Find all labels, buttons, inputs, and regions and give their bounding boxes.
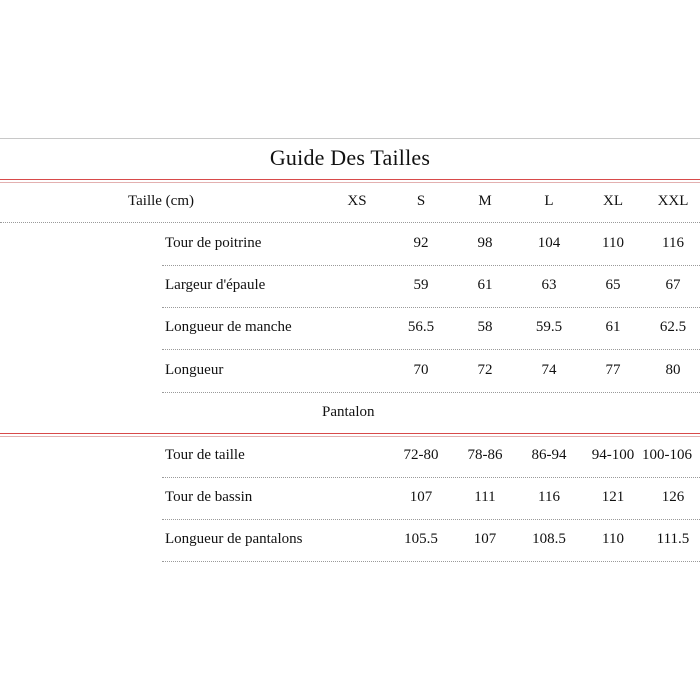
cell-value: 74 (541, 362, 557, 378)
cell-value: 94-100 (591, 447, 635, 463)
cell-value: 105.5 (404, 531, 438, 547)
cell-value: 56.5 (407, 319, 435, 335)
cell-value: 104 (537, 235, 561, 251)
row-divider (162, 561, 700, 562)
cell-value: 86-94 (531, 447, 567, 463)
size-l: L (544, 193, 554, 209)
size-s: S (416, 193, 426, 209)
cell-value: 100-106 (642, 447, 692, 463)
cell-value: 78-86 (467, 447, 503, 463)
row-label: Largeur d'épaule (165, 277, 266, 293)
row-label: Longueur de manche (165, 319, 292, 335)
cell-value: 107 (409, 489, 433, 505)
size-m: M (478, 193, 492, 209)
section-rule-2 (0, 436, 700, 437)
cell-value: 77 (605, 362, 621, 378)
row-label: Longueur de pantalons (165, 531, 303, 547)
row-label: Tour de bassin (165, 489, 253, 505)
cell-value: 121 (601, 489, 625, 505)
top-rule (0, 138, 700, 139)
cell-value: 92 (413, 235, 429, 251)
cell-value: 108.5 (532, 531, 566, 547)
cell-value: 63 (541, 277, 557, 293)
page-title: Guide Des Tailles (269, 145, 431, 170)
cell-value: 110 (602, 235, 624, 251)
row-label: Tour de taille (165, 447, 245, 463)
cell-value: 126 (661, 489, 685, 505)
size-xxl: XXL (657, 193, 689, 209)
cell-value: 111.5 (656, 531, 690, 547)
cell-value: 80 (665, 362, 681, 378)
cell-value: 58 (477, 319, 493, 335)
row-divider (162, 265, 700, 266)
cell-value: 72-80 (403, 447, 439, 463)
cell-value: 111 (474, 489, 496, 505)
row-divider (162, 519, 700, 520)
cell-value: 61 (477, 277, 493, 293)
row-divider (162, 349, 700, 350)
title-rule-1 (0, 179, 700, 180)
section-rule-1 (0, 433, 700, 434)
cell-value: 107 (473, 531, 497, 547)
cell-value: 72 (477, 362, 493, 378)
cell-value: 98 (477, 235, 493, 251)
cell-value: 61 (605, 319, 621, 335)
header-size-label: Taille (cm) (128, 193, 194, 209)
section-title-pantalon: Pantalon (322, 404, 375, 420)
row-divider (162, 307, 700, 308)
cell-value: 110 (602, 531, 624, 547)
cell-value: 59 (413, 277, 429, 293)
title-rule-2 (0, 182, 700, 183)
cell-value: 116 (538, 489, 560, 505)
cell-value: 59.5 (535, 319, 563, 335)
cell-value: 70 (413, 362, 429, 378)
row-label: Tour de poitrine (165, 235, 262, 251)
size-xs: XS (347, 193, 367, 209)
row-label: Longueur (165, 362, 224, 378)
cell-value: 116 (662, 235, 684, 251)
cell-value: 62.5 (659, 319, 687, 335)
header-divider (0, 222, 700, 223)
cell-value: 67 (665, 277, 681, 293)
size-xl: XL (603, 193, 623, 209)
row-divider (162, 477, 700, 478)
cell-value: 65 (605, 277, 621, 293)
row-divider (162, 392, 700, 393)
